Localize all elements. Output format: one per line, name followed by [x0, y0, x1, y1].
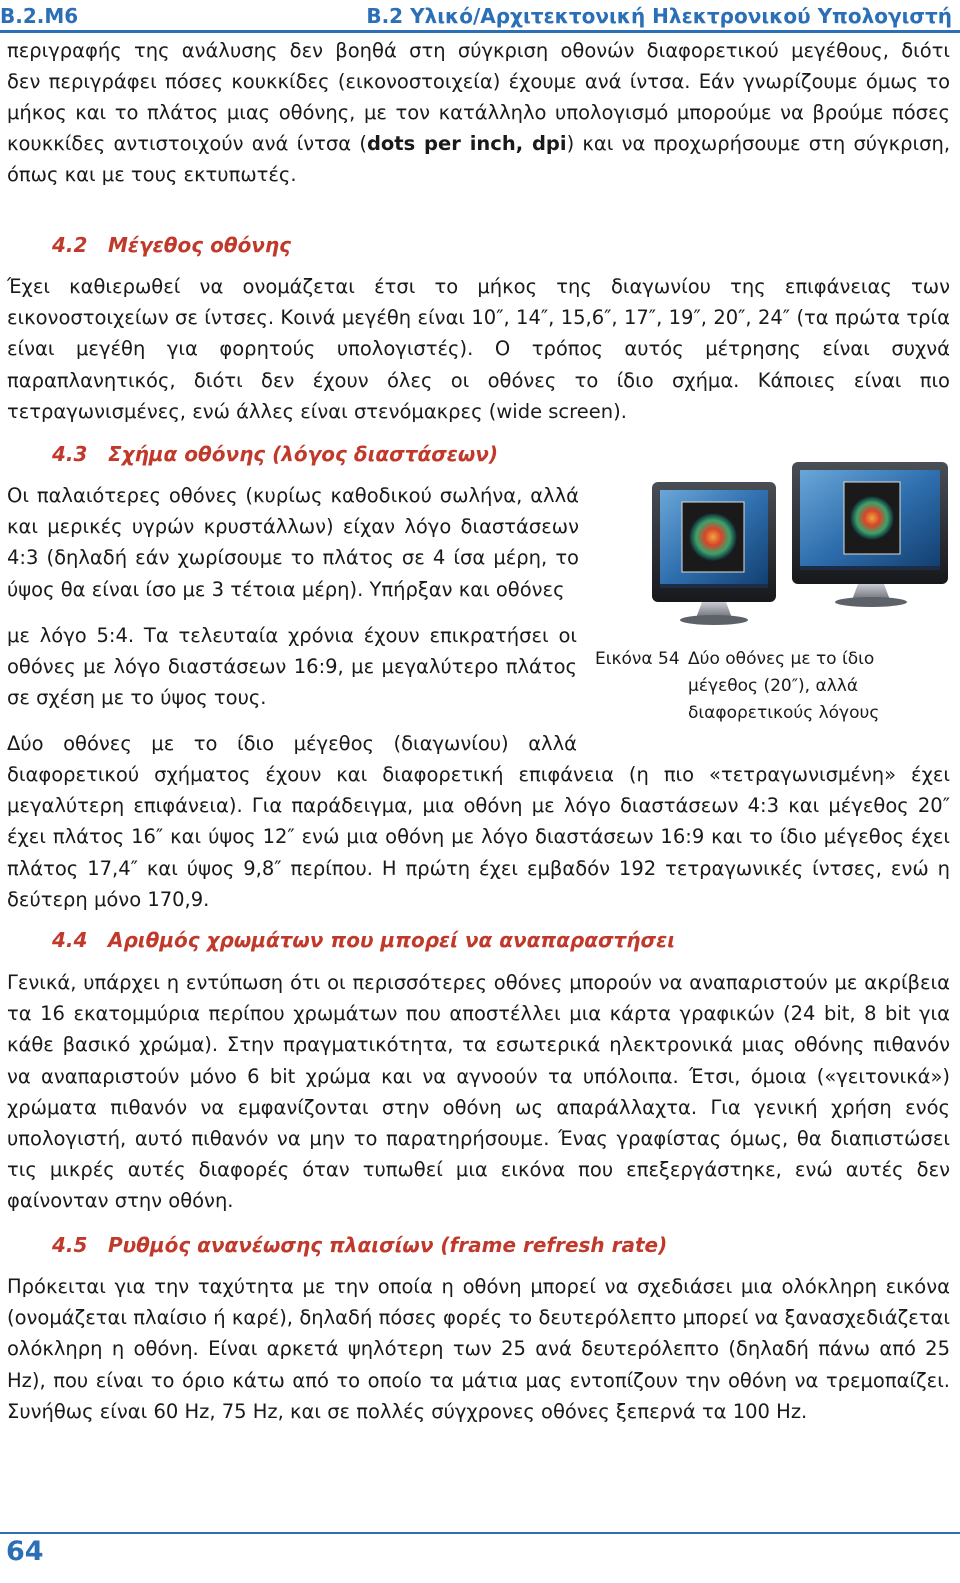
monitor-16-9 — [792, 462, 948, 607]
section-heading-4-2: 4.2 Μέγεθος οθόνης — [52, 233, 292, 257]
monitor-4-3 — [652, 482, 776, 625]
section-4-5-body: Πρόκειται για την ταχύτητα με την οποία η οθόνη μπορεί να σχεδιάσει μια ολόκληρη εικόνα (ονομάζεται πλαίσιο ή καρέ), δηλαδή πόσες φορές το δευτερόλεπτο μπορεί να ξανασχεδιάζεται ολόκληρη η οθόνη. Είναι αρκετά ψηλότερη των 25 ανά δευτερόλεπτο (δηλαδή πάνω από 25 Hz), που είναι το όριο κάτω από το οποίο τα μάτια μας εντοπίζουν την οθόνη να τρεμοπαίζει. Συνήθως είναι 60 Hz, 75 Hz, και σε πολλές σύγχρονες οθόνες ξεπερνά τα 100 Hz. — [7, 1275, 950, 1423]
text-line: περιγραφής της ανάλυσης δεν βοηθά στη σύγκριση οθονών διαφορετικού μεγέθους, διότι — [7, 39, 950, 62]
section-heading-4-4: 4.4 Αριθμός χρωμάτων που μπορεί να αναπαραστήσει — [52, 928, 676, 952]
section-4-3-body: διαφορετικού σχήματος έχουν και διαφορετική επιφάνεια (η πιο «τετραγωνισμένη» έχει μεγαλύτερη επιφάνεια). Για παράδειγμα, μια οθόνη με λόγο διαστάσεων 4:3 και μέγεθος 20″ έχει πλάτος 16″ και ύψος 12″ ενώ μια οθόνη με λόγο διαστάσεων 16:9 και το ίδιο μέγεθος έχει πλάτος 17,4″ και ύψος 9,8″ περίπου. Η πρώτη έχει εμβαδόν 192 τετραγωνικές ίντσες, ενώ η δεύτερη μόνο 170,9. — [7, 763, 950, 911]
page-number: 64 — [6, 1536, 44, 1567]
chapter-title: B.2 Υλικό/Αρχιτεκτονική Ηλεκτρονικού Υπολογιστή — [366, 4, 952, 28]
figure-label: Εικόνα 54 — [595, 649, 680, 669]
section-4-3-column: Οι παλαιότερες οθόνες (κυρίως καθοδικού σωλήνα, αλλά και μερικές υγρών κρυστάλλων) είχαν λόγο διαστάσεων 4:3 (δηλαδή εάν χωρίσουμε το πλάτος σε 4 ίσα μέρη, το ύψος θα είναι ίσο με 3 τέτοια μέρη). Υπήρξαν και οθόνες — [7, 484, 579, 601]
section-4-4-body: Γενικά, υπάρχει η εντύπωση ότι οι περισσότερες οθόνες μπορούν να αναπαριστούν με ακρίβεια τα 16 εκατομμύρια περίπου χρωμάτων που αποστέλλει μια κάρτα γραφικών (24 bit, 8 bit για κάθε βασικό χρώμα). Στην πραγματικότητα, τα εσωτερικά ηλεκτρονικά μιας οθόνης πιθανόν να αναπαριστούν μόνο 6 bit χρώμα και να αγνοούν τα υπόλοιπα. Έτσι, όμοια («γειτονικά») χρώματα πιθανόν να εμφανίζονται στην οθόνη ως απαράλλαχτα. Για γενική χρήση ενός υπολογιστή, αυτό πιθανόν να μην το παρατηρήσουμε. Ένας γραφίστας όμως, θα διαπιστώσει τις μικρές αυτές διαφορές όταν τυπωθεί μια εικόνα που επεξεργάστηκε, ενώ αυτές δεν φαίνονταν στην οθόνη. — [7, 971, 950, 1213]
section-4-2-body: Έχει καθιερωθεί να ονομάζεται έτσι το μήκος της διαγωνίου της επιφάνειας των εικονοστοιχείων σε ίντσες. Κοινά μεγέθη είναι 10″, 14″, 15,6″, 17″, 19″, 20″, 24″ (τα πρώτα τρία είναι μεγέθη για φορητούς υπολογιστές). Ο τρόπος αυτός μέτρησης είναι συχνά παραπλανητικός, διότι δεν έχουν όλες οι οθόνες το ίδιο σχήμα. Κάποιες είναι πιο τετραγωνισμένες, ενώ άλλες είναι στενόμακρες (wide screen). — [7, 275, 950, 423]
text-line: κουκκίδες αντιστοιχούν ανά ίντσα (dots per inch, dpi) και να προχωρήσουμε στη σύγκριση, — [7, 132, 951, 155]
footer-divider — [0, 1532, 960, 1534]
figure-caption-text: Δύο οθόνες με το ίδιο μέγεθος (20″), αλλά διαφορετικούς λόγους — [688, 649, 880, 723]
text-line: όπως και με τους εκτυπωτές. — [7, 163, 297, 186]
section-heading-4-5: 4.5 Ρυθμός ανανέωσης πλαισίων (frame refresh rate) — [52, 1233, 668, 1257]
section-4-3-column: Δύο οθόνες με το ίδιο μέγεθος (διαγωνίου) αλλά — [7, 732, 577, 755]
section-4-3-column: με λόγο 5:4. Τα τελευταία χρόνια έχουν επικρατήσει οι οθόνες με λόγο διαστάσεων 16:9, με μεγαλύτερο πλάτος σε σχέση με το ύψος τους. — [7, 624, 577, 710]
text-line: μήκος και το πλάτος μιας οθόνης, με τον κατάλληλο υπολογισμό μπορούμε να βρούμε πόσες — [7, 101, 950, 124]
dpi-term: dots per inch, dpi — [366, 132, 567, 155]
page-header — [0, 0, 960, 34]
header-divider — [0, 30, 960, 33]
module-code: B.2.M6 — [0, 4, 79, 28]
section-heading-4-3: 4.3 Σχήμα οθόνης (λόγος διαστάσεων) — [52, 442, 499, 466]
text-line: δεν περιγράφει πόσες κουκκίδες (εικονοστοιχεία) έχουμε ανά ίντσα. Εάν γνωρίζουμε όμως το — [7, 70, 950, 93]
